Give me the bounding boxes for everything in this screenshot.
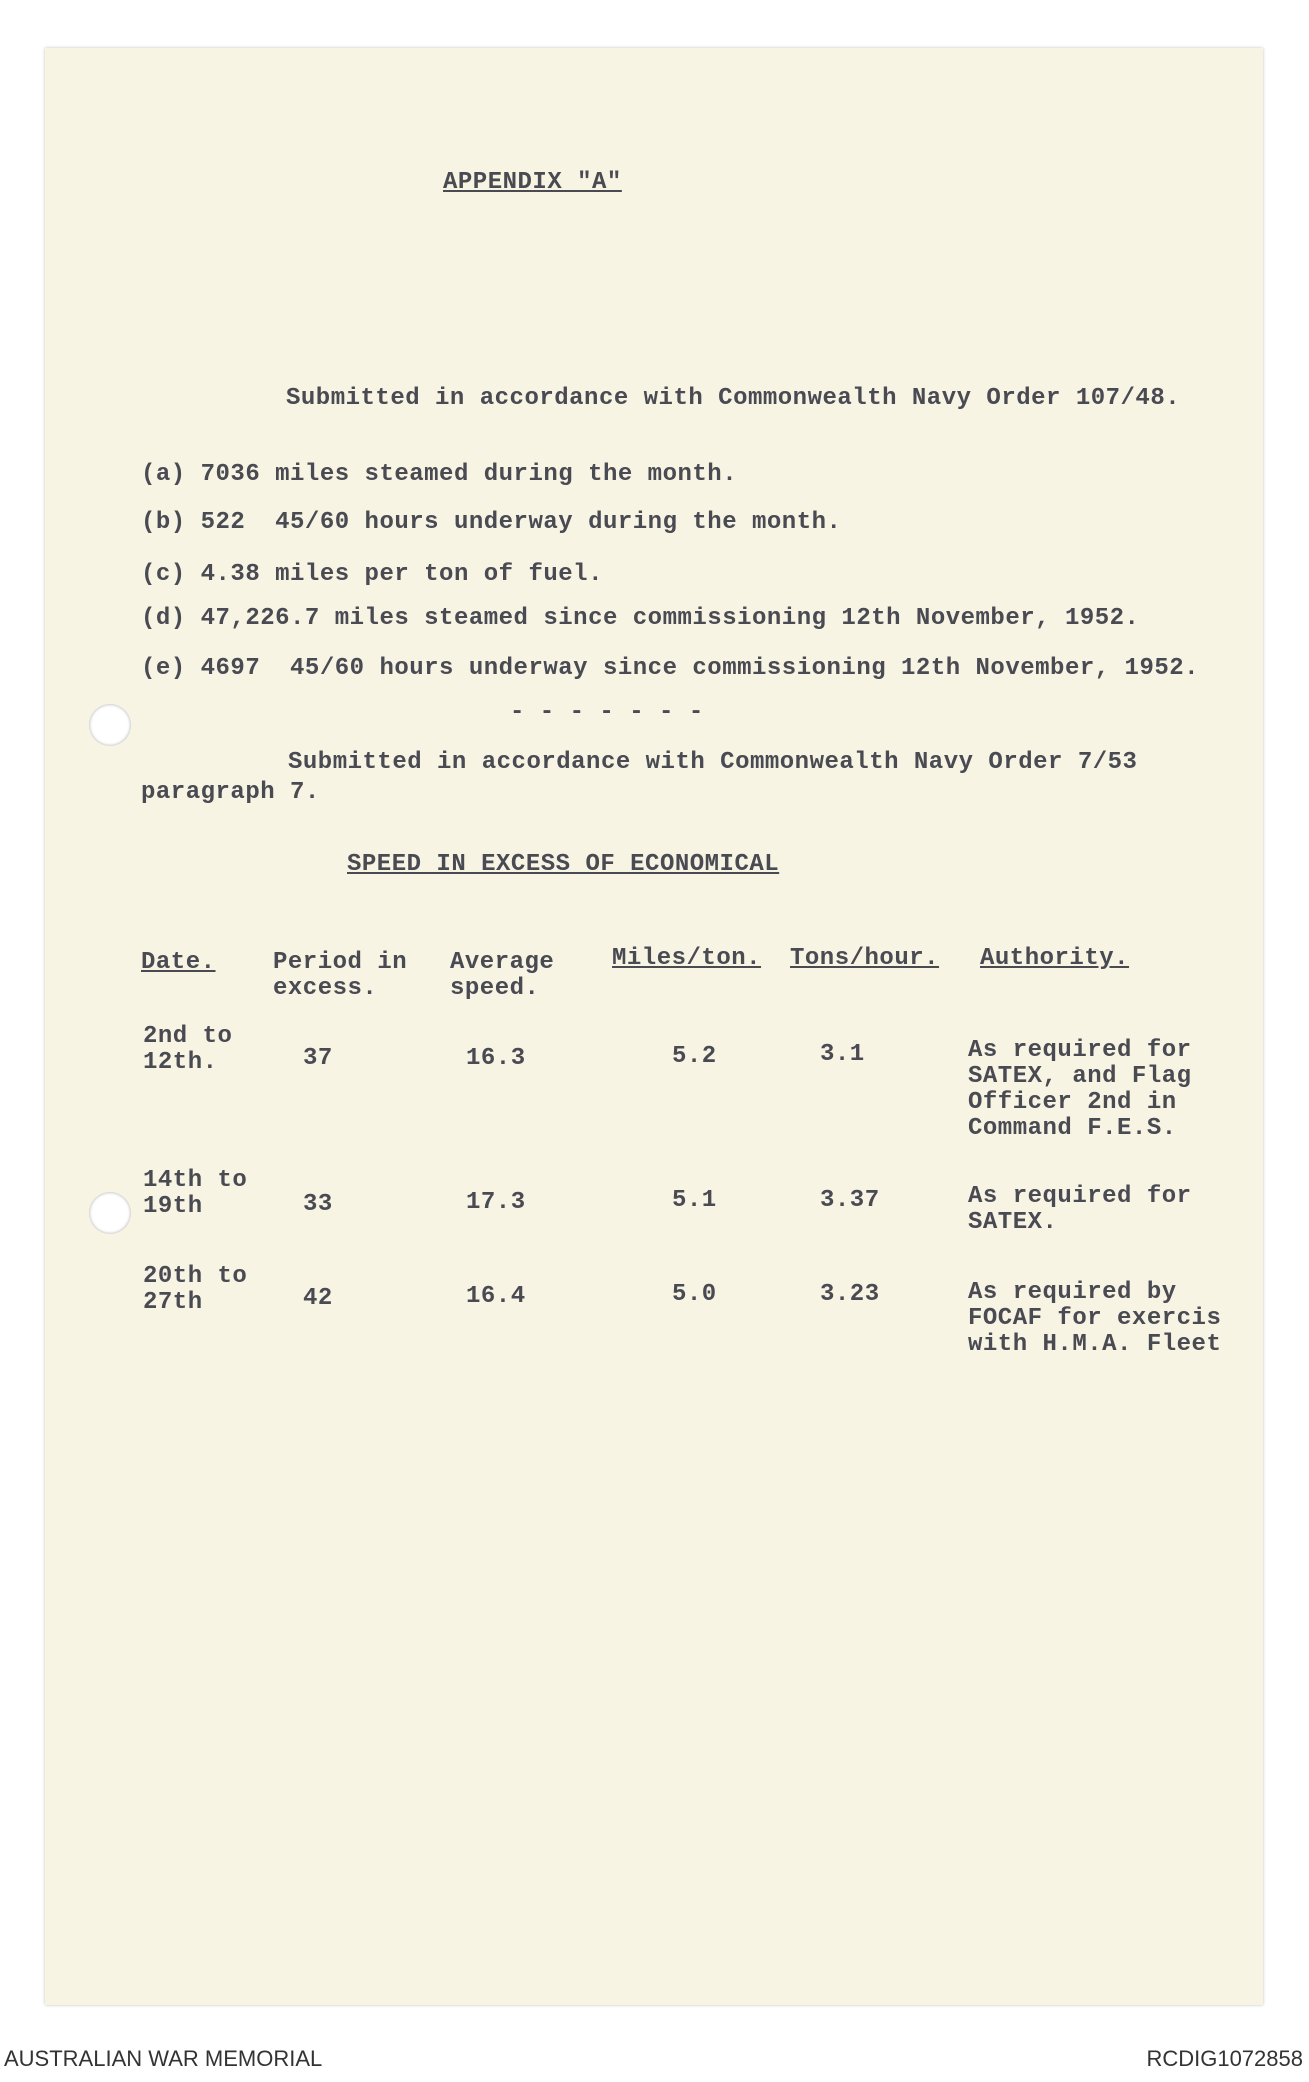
table-header: Miles/ton. — [612, 945, 762, 972]
punch-hole — [89, 704, 131, 746]
table-cell: 42 — [303, 1285, 333, 1312]
table-header: Tons/hour. — [790, 945, 940, 972]
table-cell: 20th to 27th — [143, 1263, 248, 1316]
table-cell: 5.0 — [672, 1281, 717, 1308]
table-cell: 3.23 — [820, 1281, 880, 1308]
table-cell: As required by FOCAF for exercis with H.M.A. Fleet — [968, 1279, 1222, 1358]
table-cell: 3.37 — [820, 1187, 880, 1214]
punch-hole — [89, 1192, 131, 1234]
list-item: (b) 522 45/60 hours underway during the month. — [141, 509, 842, 536]
table-cell: 5.1 — [672, 1187, 717, 1214]
intro-text-2: Submitted in accordance with Commonwealth Navy Order 7/53 — [288, 749, 1138, 776]
table-cell: 3.1 — [820, 1041, 865, 1068]
appendix-title: APPENDIX "A" — [443, 169, 622, 196]
table-cell: 5.2 — [672, 1043, 717, 1070]
table-cell: 16.4 — [466, 1283, 526, 1310]
table-cell: 17.3 — [466, 1189, 526, 1216]
table-cell: 14th to 19th — [143, 1167, 248, 1220]
separator: - - - - - - - — [510, 699, 704, 726]
list-item: (c) 4.38 miles per ton of fuel. — [141, 561, 603, 588]
table-header: Date. — [141, 949, 216, 976]
table-cell: 37 — [303, 1045, 333, 1072]
table-header: Average speed. — [450, 949, 555, 1002]
intro-text-2-continued: paragraph 7. — [141, 779, 320, 806]
list-item: (d) 47,226.7 miles steamed since commissioning 12th November, 1952. — [141, 605, 1140, 632]
list-item: (e) 4697 45/60 hours underway since commissioning 12th November, 1952. — [141, 655, 1200, 682]
list-item: (a) 7036 miles steamed during the month. — [141, 461, 738, 488]
table-header: Authority. — [980, 945, 1130, 972]
table-cell: 16.3 — [466, 1045, 526, 1072]
table-cell: As required for SATEX, and Flag Officer 2nd in Command F.E.S. — [968, 1037, 1192, 1142]
section-heading: SPEED IN EXCESS OF ECONOMICAL — [347, 851, 780, 878]
table-cell: As required for SATEX. — [968, 1183, 1192, 1236]
table-cell: 2nd to 12th. — [143, 1023, 233, 1076]
footer-source: AUSTRALIAN WAR MEMORIAL — [4, 2046, 323, 2071]
table-header: Period in excess. — [273, 949, 408, 1002]
footer-id: RCDIG1072858 — [1146, 2046, 1303, 2071]
intro-text: Submitted in accordance with Commonwealth Navy Order 107/48. — [286, 385, 1181, 412]
table-cell: 33 — [303, 1191, 333, 1218]
